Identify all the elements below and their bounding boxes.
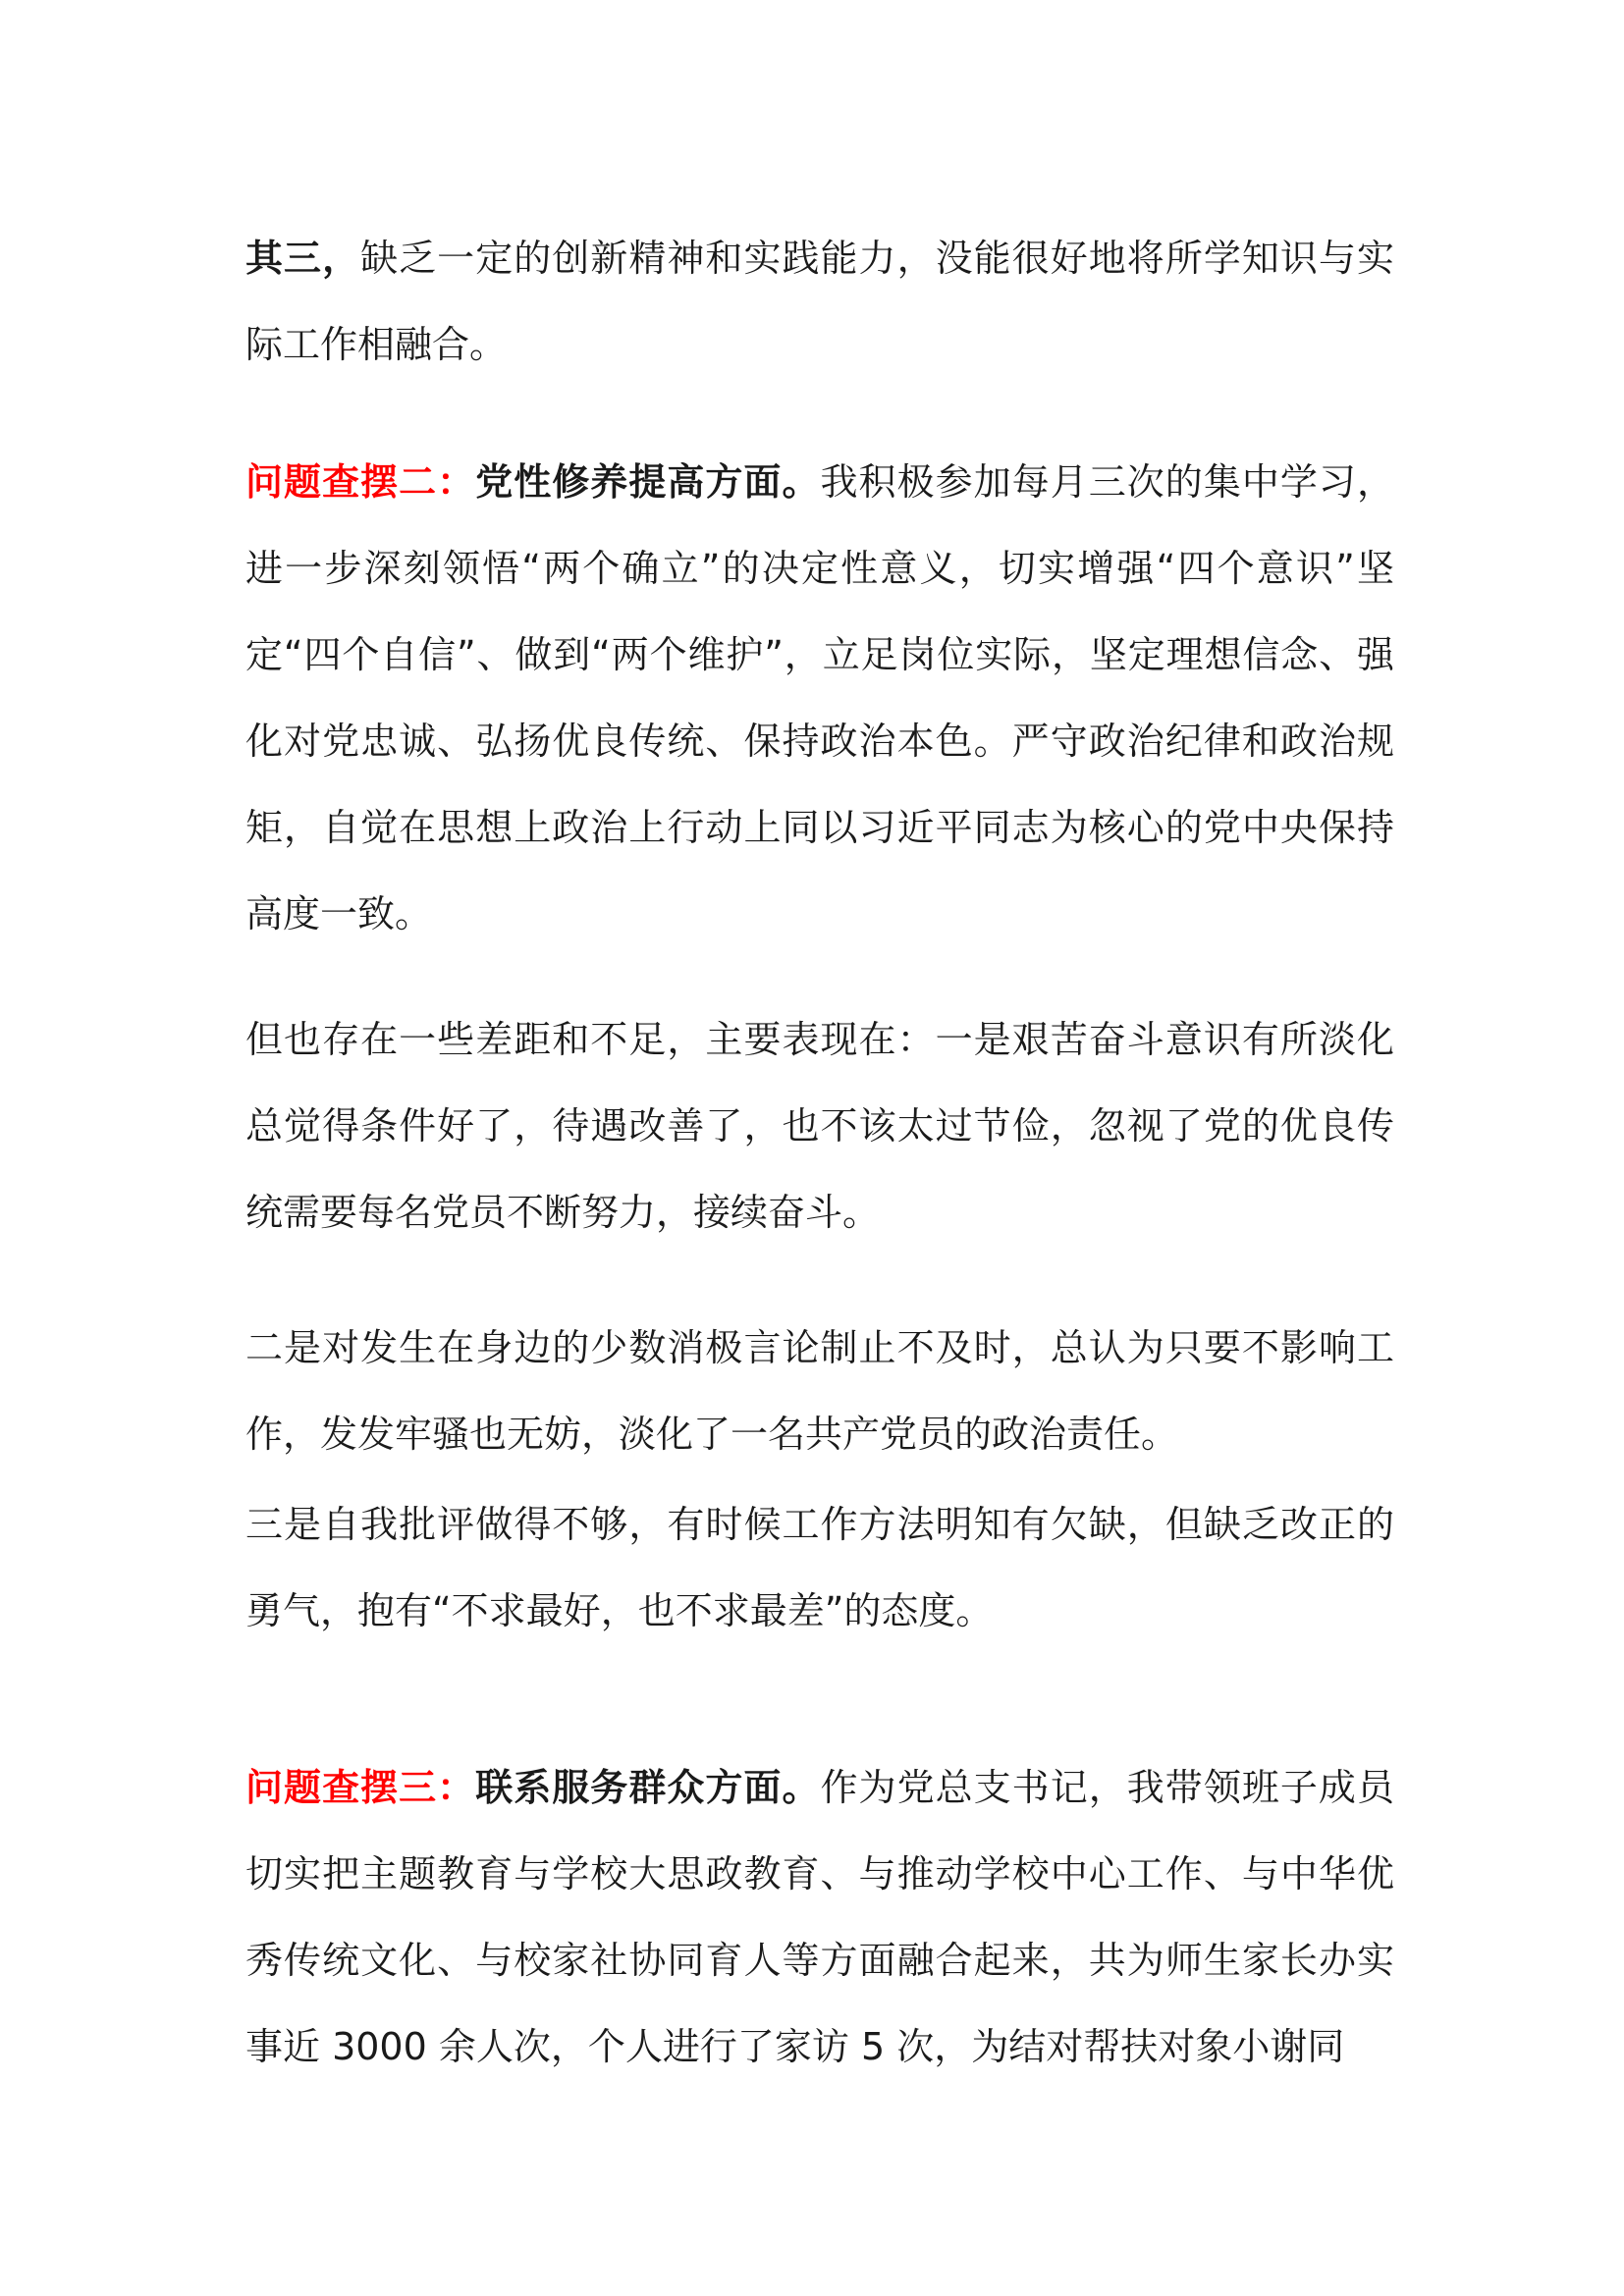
- paragraph-text: 缺乏一定的创新精神和实践能力，没能很好地将所学知识与实际工作相融合。: [245, 237, 1394, 366]
- paragraph-lead-bold: 其三，: [245, 237, 361, 280]
- paragraph-text: 作为党总支书记，我带领班子成员切实把主题教育与学校大思政教育、与推动学校中心工作、与中华优秀传统文化、与校家社协同育人等方面融合起来，共为师生家长办实事近 3000 余人次，个人进行了家访 5 次，为结对帮扶对象小谢同: [245, 1766, 1394, 2068]
- paragraph-text: 二是对发生在身边的少数消极言论制止不及时，总认为只要不影响工作，发发牢骚也无妨，淡化了一名共产党员的政治责任。: [245, 1326, 1394, 1456]
- paragraph-second-shortcoming: [245, 1305, 1394, 1477]
- issue-subheading-bold: 联系服务群众方面。: [475, 1766, 821, 1809]
- paragraph-issue-two: [245, 439, 1394, 957]
- issue-heading-red: 问题查摆三：: [245, 1766, 476, 1809]
- paragraph-point-three: [245, 215, 1394, 388]
- paragraph-shortcomings: [245, 996, 1394, 1255]
- paragraph-text: 我积极参加每月三次的集中学习，进一步深刻领悟“两个确立”的决定性意义，切实增强“四个意识”坚定“四个自信”、做到“两个维护”，立足岗位实际，坚定理想信念、强化对党忠诚、弘扬优良传统、保持政治本色。严守政治纪律和政治规矩，自觉在思想上政治上行动上同以习近平同志为核心的党中央保持高度一致。: [245, 460, 1394, 935]
- issue-heading-red: 问题查摆二：: [245, 460, 476, 504]
- paragraph-third-shortcoming: [245, 1481, 1394, 1654]
- paragraph-issue-three: [245, 1744, 1394, 2090]
- paragraph-text: 但也存在一些差距和不足，主要表现在：一是艰苦奋斗意识有所淡化总觉得条件好了，待遇改善了，也不该太过节俭，忽视了党的优良传统需要每名党员不断努力，接续奋斗。: [245, 1018, 1394, 1234]
- paragraph-text: 三是自我批评做得不够，有时候工作方法明知有欠缺，但缺乏改正的勇气，抱有“不求最好，也不求最差”的态度。: [245, 1503, 1394, 1632]
- issue-subheading-bold: 党性修养提高方面。: [475, 460, 821, 504]
